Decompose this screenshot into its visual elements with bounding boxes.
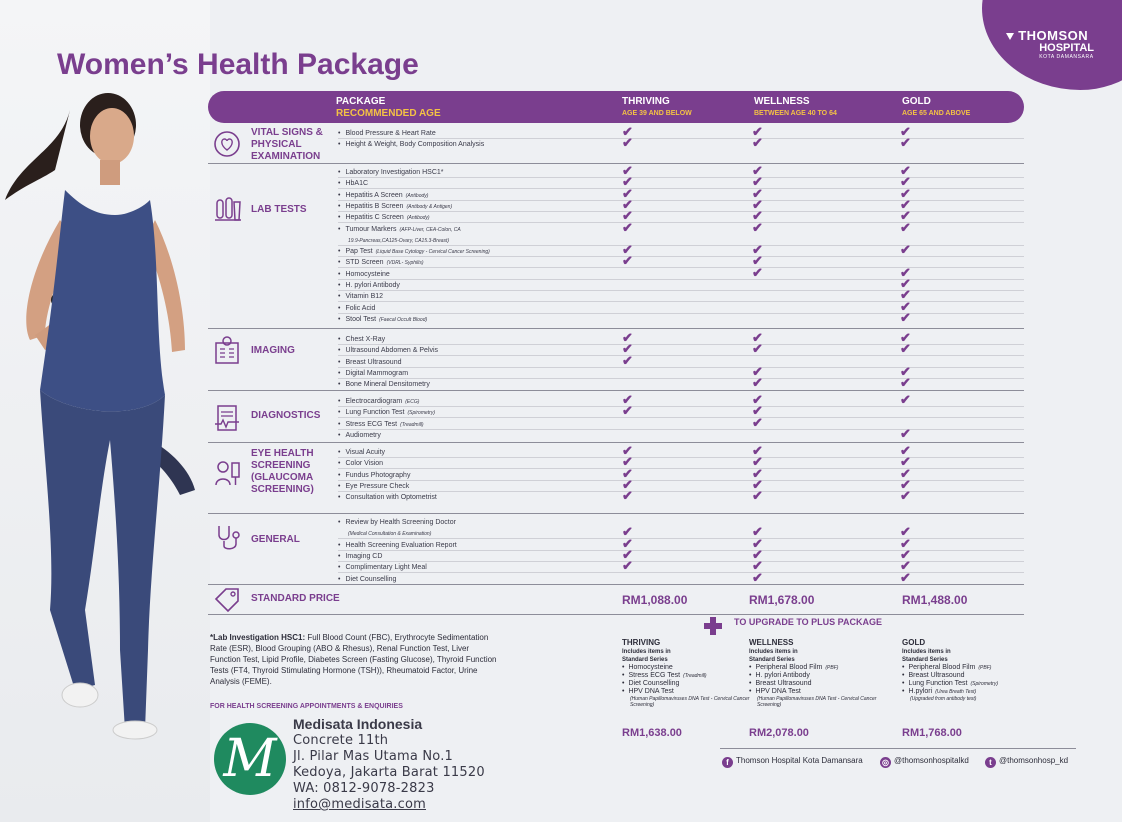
item-label: Diet Counselling [628,680,680,687]
list-item [338,139,1024,150]
runner-woman-image [0,90,205,740]
check-icon [622,255,636,267]
check-icon [900,312,914,324]
list-item [338,280,1024,291]
footnote-bold: *Lab Investigation HSC1: [210,633,306,642]
header-package-label: PACKAGE [336,96,386,107]
check-icon [752,417,766,429]
list-item [338,368,1024,379]
list-item [338,178,1024,189]
upgrade-extra-note: (Human Papillomaviruses DNA Test - Cervical Cancer Screening) [630,696,750,708]
item-label: • Blood Pressure & Heart Rate [338,130,436,137]
list-item [338,201,1024,212]
list-item [338,419,1024,430]
list-item [338,379,1024,390]
list-item [338,517,1024,528]
item-label: • Breast Ultrasound [338,359,401,366]
upgrade-price-thriving: RM1,638.00 [622,727,682,739]
thomson-logo-icon [1005,31,1015,41]
list-item [338,407,1024,418]
medisata-logo: M [214,723,286,795]
upgrade-column-subtitle: Includes items in [622,649,671,655]
item-note: (VDRL- Syphilis) [386,260,424,267]
item-label: • STD Screen [338,259,384,266]
item-label: • Health Screening Evaluation Report [338,542,457,549]
section-title: LAB TESTS [251,204,307,215]
item-label: • Bone Mineral Densitometry [338,381,430,388]
list-item [338,128,1024,139]
list-item [622,672,752,680]
list-item [338,246,1024,257]
upgrade-column-title: WELLNESS [749,638,794,647]
check-icon [900,377,914,389]
list-item [622,688,752,696]
item-note: (AFP-Liver, CEA-Colon, CA [399,226,461,233]
check-icon [900,137,914,149]
upgrade-column-subtitle: Standard Series [622,657,668,663]
enquiries-heading: FOR HEALTH SCREENING APPOINTMENTS & ENQUIRIES [210,703,403,710]
list-item [902,688,1032,696]
item-label: • Lung Function Test [338,409,404,416]
item-note: (Treadmill) [400,421,424,428]
check-icon [900,244,914,256]
check-icon [752,343,766,355]
eye-exam-icon [212,457,242,487]
item-note: (ECG) [405,399,420,405]
item-note: (Urea Breath Test) [935,689,977,695]
list-item [338,430,1024,441]
list-item [338,574,1024,585]
check-icon [752,267,766,279]
social-twitter[interactable] [985,756,1068,768]
item-label: • Complimentary Light Meal [338,564,427,571]
item-label: • Eye Pressure Check [338,483,409,490]
upgrade-column-gold [902,638,1032,702]
check-icon [900,222,914,234]
standard-price-row [208,585,1024,615]
twitter-icon: t [985,757,996,768]
check-icon [752,572,766,584]
upgrade-column-thriving [622,638,752,708]
list-item [338,492,1024,503]
instagram-icon: ◎ [880,757,891,768]
twitter-handle: @thomsonhosp_kd [999,756,1069,765]
item-label: • Ultrasound Abdomen & Pelvis [338,347,438,354]
upgrade-column-title: THRIVING [622,638,661,647]
lab-tubes-icon [212,194,242,224]
upgrade-column-wellness [749,638,879,708]
header-gold-name: GOLD [902,96,931,107]
lab-investigation-footnote [210,632,500,687]
item-label: • Consultation with Optometrist [338,494,437,501]
page-title: Women’s Health Package [57,48,419,81]
upgrade-column-subtitle: Includes items in [749,649,798,655]
upgrade-column-subtitle: Includes items in [902,649,951,655]
item-label: • Hepatitis B Screen [338,203,403,210]
check-icon [622,560,636,572]
upgrade-price-wellness: RM2,078.00 [749,727,809,739]
item-label: • Tumour Markers [338,226,397,233]
header-wellness-cell [754,96,837,120]
upgrade-column-subtitle: Standard Series [902,657,948,663]
list-item [338,551,1024,562]
item-label: HPV DNA Test [628,688,674,695]
section-diagnostics [208,391,1024,443]
list-item [749,672,879,680]
item-note: 19.9-Pancreas,CA125-Ovary, CA15.3-Breast) [348,237,450,244]
item-label: • Folic Acid [338,305,375,312]
item-note: (Liquid Base Cytology - Cervical Cancer Screening) [375,249,490,256]
section-title: DIAGNOSTICS [251,410,321,421]
package-header-bar [208,91,1024,123]
brand-line2: HOSPITAL [1039,42,1094,54]
list-item [902,680,1032,688]
list-item [749,680,879,688]
medisata-whatsapp[interactable]: WA: 0812-9078-2823 [293,781,435,796]
item-label: • Homocysteine [338,271,390,278]
list-item [338,562,1024,573]
item-label: Peripheral Blood Film [908,664,976,671]
item-label: • HbA1C [338,180,368,187]
item-label: • Visual Acuity [338,449,385,456]
header-wellness-age: BETWEEN AGE 40 TO 64 [754,110,837,117]
price-thriving: RM1,088.00 [622,593,688,607]
standard-price-label: STANDARD PRICE [251,593,340,604]
item-label: • Hepatitis C Screen [338,214,404,221]
header-gold-age: AGE 65 AND ABOVE [902,110,971,117]
section-title: VITAL SIGNS & PHYSICAL EXAMINATION [251,127,323,162]
facebook-handle: Thomson Hospital Kota Damansara [736,756,863,765]
section-title: GENERAL [251,534,300,545]
check-icon [622,355,636,367]
item-label: • Stool Test [338,316,376,323]
item-label: • H. pylori Antibody [338,282,400,289]
list-item [749,688,879,696]
header-package-cell [336,96,441,120]
item-label: Breast Ultrasound [908,672,965,679]
item-note: (PBF) [825,665,839,671]
check-icon [900,572,914,584]
upgrade-column-subtitle: Standard Series [749,657,795,663]
item-note: (Faecal Occult Blood) [379,316,428,323]
item-label: • Audiometry [338,432,381,439]
item-label: • Height & Weight, Body Composition Analysis [338,141,484,148]
list-item [902,672,1032,680]
plus-icon [703,616,723,636]
upgrade-extra-note: (Human Papillomaviruses DNA Test - Cervical Cancer Screening) [757,696,877,708]
item-label: HPV DNA Test [755,688,801,695]
check-icon [622,405,636,417]
section-eye-health-screening-glaucoma-screening [208,443,1024,514]
upgrade-title: TO UPGRADE TO PLUS PACKAGE [734,617,883,627]
check-icon [900,343,914,355]
section-imaging [208,329,1024,391]
upgrade-extra-note: (Upgraded from antibody test) [910,696,977,702]
list-item [338,357,1024,368]
item-label: Stress ECG Test [628,672,681,679]
list-item [338,314,1024,325]
check-icon [900,394,914,406]
brand-line3: KOTA DAMANSARA [1039,54,1094,60]
item-label: • Stress ECG Test [338,421,397,428]
list-item [749,664,879,672]
item-label: Breast Ultrasound [755,680,812,687]
facebook-icon: f [722,757,733,768]
list-item [338,528,1024,539]
check-icon [900,490,914,502]
section-lab-tests [208,164,1024,329]
list-item [338,224,1024,235]
check-icon [900,428,914,440]
thomson-hospital-logo [1005,28,1094,60]
header-gold-cell [902,96,970,120]
item-label: • Imaging CD [338,553,382,560]
item-label: H. pylori Antibody [755,672,810,679]
price-wellness: RM1,678.00 [749,593,815,607]
item-label: • Pap Test [338,248,373,255]
header-wellness-name: WELLNESS [754,96,810,107]
item-label: • Fundus Photography [338,472,410,479]
list-item [622,664,752,672]
section-title: EYE HEALTH SCREENING (GLAUCOMA SCREENING) [251,448,314,495]
list-item [338,190,1024,201]
stethoscope-icon [212,522,242,552]
list-item [622,680,752,688]
item-label: H.pylori [908,688,933,695]
upgrade-price-gold: RM1,768.00 [902,727,962,739]
social-instagram[interactable] [880,756,969,768]
item-label: • Review by Health Screening Doctor [338,519,456,526]
section-title: IMAGING [251,345,295,356]
item-note: (Treadmill) [683,673,707,679]
header-thriving-name: THRIVING [622,96,670,107]
item-label: • Electrocardiogram [338,398,402,405]
check-icon [752,377,766,389]
list-item [338,396,1024,407]
list-item [338,345,1024,356]
check-icon [752,222,766,234]
check-icon [752,137,766,149]
item-label: • Diet Counselling [338,576,396,583]
list-item [338,257,1024,268]
item-label: • Vitamin B12 [338,293,383,300]
price-gold: RM1,488.00 [902,593,968,607]
item-note: (Spirometry) [970,681,998,687]
header-thriving-age: AGE 39 AND BELOW [622,110,692,117]
instagram-handle: @thomsonhospitalkd [894,756,969,765]
footnote-text: Full Blood Count (FBC), Erythrocyte Sedimentation Rate (ESR), Blood Grouping (ABO & Rhesus), Renal Function Test, Liver Function Test, Lipid Profile, Diabetes Screen (Fasting Glucose), Thyroid Function Tests (FT4, Thyroid Stimulating Hormone (TSH)), Rheumatoid Factor, Urine Analysis (FEME). [210,633,497,686]
check-icon [622,222,636,234]
list-item [338,167,1024,178]
item-note: (Spirometry) [407,410,435,417]
item-note: (Antibody) [405,192,429,199]
price-tag-icon [212,585,242,615]
check-icon [622,490,636,502]
medisata-name: Medisata Indonesia [293,716,423,732]
check-icon [752,490,766,502]
heart-icon [212,129,242,159]
item-label: Lung Function Test [908,680,968,687]
item-label: • Color Vision [338,460,383,467]
list-item [338,470,1024,481]
medisata-address-2: Jl. Pilar Mas Utama No.1 [293,749,454,764]
check-icon [622,137,636,149]
section-vital-signs-physical-examination [208,124,1024,164]
medisata-address-1: Concrete 11th [293,733,389,748]
header-thriving-cell [622,96,692,120]
medisata-contact [293,716,485,813]
item-label: • Laboratory Investigation HSC1* [338,169,444,176]
list-item [338,291,1024,302]
section-general [208,514,1024,585]
list-item [338,447,1024,458]
xray-icon [212,335,242,365]
item-note: (Antibody) [406,215,430,222]
item-note: (Medical Consultation & Examination) [348,531,432,538]
ecg-clipboard-icon [212,402,242,432]
item-label: Peripheral Blood Film [755,664,823,671]
list-item [338,481,1024,492]
item-label: • Chest X-Ray [338,336,385,343]
social-divider [720,748,1076,749]
list-item [338,235,1024,246]
list-item [338,212,1024,223]
item-label: • Digital Mammogram [338,370,408,377]
brand-line1: THOMSON [1018,28,1089,43]
list-item [902,664,1032,672]
list-item [338,458,1024,469]
item-note: (PBF) [978,665,992,671]
item-note: (Antibody & Antigen) [406,203,453,210]
list-item [338,269,1024,280]
medisata-address-3: Kedoya, Jakarta Barat 11520 [293,765,485,780]
header-recommended-age-label: RECOMMENDED AGE [336,108,441,119]
list-item [338,334,1024,345]
item-label: • Hepatitis A Screen [338,192,403,199]
item-label: Homocysteine [628,664,673,671]
upgrade-column-title: GOLD [902,638,926,647]
medisata-email-link[interactable]: info@medisata.com [293,797,427,812]
social-facebook[interactable] [722,756,863,768]
list-item [338,303,1024,314]
list-item [338,540,1024,551]
